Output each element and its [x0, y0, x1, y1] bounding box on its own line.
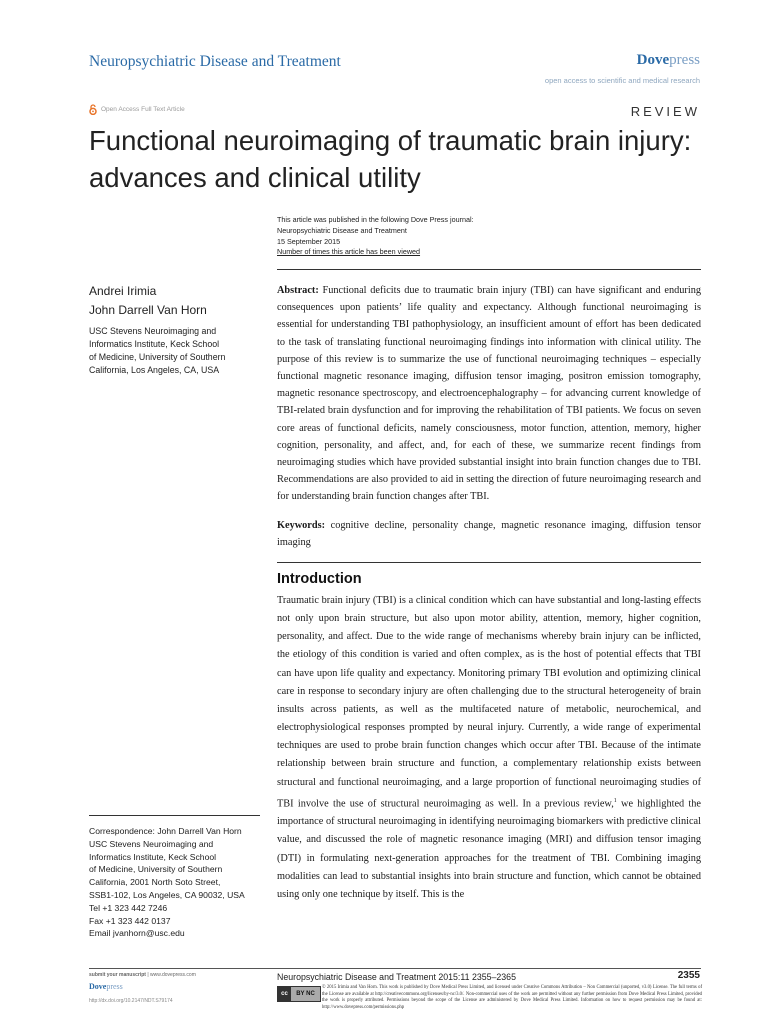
abstract-text: Functional deficits due to traumatic brain injury (TBI) can have significant and enduring consequences upon patients’ life quality and expectancy. Although functional neuroimaging is essential for understanding TBI pathophysiology, an insufficient amount of effort has been dedicated to the task of translating functional neuroimaging findings into information with clinical utility. The purpose of this review is to summarize the use of functional neuroimaging techniques – especially functional magnetic resonance imaging, diffusion tensor imaging, positron emission tomography, magnetic resonance spectroscopy, and electroencephalography – for advancing current knowledge of TBI-related brain dysfunction and for improving the rehabilitation of TBI patients. We focus on seven core areas of functional deficits, namely consciousness, motor function, attention, memory, higher cognition, personality, and affect, and, for each of these, we summarize recent findings from neuroimaging studies which have provided substantial insight into brain function changes due to TBI. Recommendations are also provided to aid in setting the direction of future neuroimaging research and for understanding brain function changes after TBI. — [277, 285, 701, 503]
by-nc-icon: BY NC — [291, 987, 320, 1001]
logo-part1: Dove — [636, 52, 670, 68]
divider-mid — [277, 562, 701, 563]
divider-top — [277, 269, 701, 270]
affiliation-line: USC Stevens Neuroimaging and — [89, 326, 217, 336]
correspondence-line: Informatics Institute, Keck School — [89, 851, 217, 862]
dovepress-logo[interactable] — [637, 52, 700, 69]
open-access-label — [89, 104, 185, 115]
cc-icon: cc — [278, 987, 291, 1001]
abstract — [277, 282, 701, 506]
publication-journal: Neuropsychiatric Disease and Treatment — [277, 225, 407, 235]
correspondence-line: Correspondence: John Darrell Van Horn — [89, 826, 242, 836]
footer-logo-part2: press — [106, 982, 123, 991]
doi-text: http://dx.doi.org/10.2147/NDT.S79174 — [89, 998, 173, 1004]
publication-line-1: This article was published in the following Dove Press journal: — [277, 215, 474, 224]
publication-info — [277, 215, 474, 258]
doi-link[interactable] — [89, 998, 173, 1004]
title-line-1: Functional neuroimaging of traumatic brain injury: — [89, 125, 692, 156]
intro-text-1: Traumatic brain injury (TBI) is a clinical condition which can have substantial and long-lasting effects not only upon brain structure, but also upon motor ability, attention, memory, higher cognition, personality, and affect. Due to the wide range of mechanisms whereby brain injury can be inflicted, the etiology of this condition is varied and often complex, as is the host of potential effects that TBI can have upon life quality and expectancy. Monitoring primary TBI evolution and optimizing clinical care in response to secondary injury are often challenging due to the structural heterogeneity of brain insults across patients, as well as the multifaceted nature of metabolic, neurochemical, and electrophysiological responses prompted by neural injury. Currently, a wide range of experimental techniques are used to probe brain function changes which occur after TBI. Because of the intimate relationship between brain structure and function, a complementary relationship exists between structural and functional neuroimaging, and a large proportion of functional neuroimaging studies of TBI involve the use of structural neuroimaging as well. In a previous review, — [277, 595, 701, 810]
keywords — [277, 517, 701, 551]
footer-divider — [89, 968, 701, 969]
cc-license-badge[interactable] — [277, 986, 321, 1002]
submit-manuscript-link[interactable] — [89, 972, 196, 978]
keywords-text: cognitive decline, personality change, magnetic resonance imaging, diffusion tensor imaging — [277, 520, 701, 549]
article-type: REVIEW — [630, 104, 700, 119]
publication-date: 15 September 2015 — [277, 236, 341, 246]
correspondence-phone: Tel +1 323 442 7246 — [89, 902, 168, 913]
title-line-2: advances and clinical utility — [89, 162, 421, 193]
page-number: 2355 — [677, 970, 700, 981]
article-title — [89, 122, 729, 196]
introduction-body — [277, 592, 701, 904]
correspondence-fax: Fax +1 323 442 0137 — [89, 915, 171, 926]
correspondence-line: SSB1-102, Los Angeles, CA 90032, USA — [89, 889, 245, 900]
correspondence — [89, 825, 274, 940]
publisher-tagline: open access to scientific and medical research — [544, 76, 700, 85]
license-text: © 2015 Irimia and Van Horn. This work is published by Dove Medical Press Limited, and licensed under Creative Commons Attribution – Non Commercial (unported, v3.0) License. The full terms of the License are available at http://creativecommons.org/licenses/by-nc/3.0/. Non-commercial uses of the work are permitted without any further permission from Dove Medical Press Limited, provided the work is properly attributed. Permissions beyond the scope of the License are administered by Dove Medical Press Limited. Information on how to request permission may be found at: http://www.dovepress.com/permissions.php — [322, 985, 702, 1010]
author-2: John Darrell Van Horn — [89, 302, 207, 317]
submit-label: submit your manuscript — [89, 972, 146, 978]
affiliation — [89, 325, 269, 377]
footer-citation: Neuropsychiatric Disease and Treatment 2015:11 2355–2365 — [277, 972, 516, 982]
author-1: Andrei Irimia — [89, 284, 157, 298]
reference-link[interactable]: 1 — [613, 797, 617, 804]
submit-url: | www.dovepress.com — [145, 972, 196, 978]
intro-text-2: we highlighted the importance of structural neuroimaging in identifying neuroimaging biomarkers with predictive clinical value, and discussed the role of magnetic resonance imaging (MRI) and diffusion tensor imaging (DTI) in formulating next-generation approaches for the treatment of TBI. Combining imaging modalities can lead to substantial insights into brain structure and function, which cannot be obtained using only one technique by itself. This is the — [277, 798, 702, 900]
authors — [89, 282, 207, 319]
abstract-label: Abstract: — [277, 285, 319, 296]
correspondence-line: California, 2001 North Soto Street, — [89, 877, 221, 888]
correspondence-line: USC Stevens Neuroimaging and — [89, 838, 214, 849]
divider-correspondence — [89, 815, 260, 816]
logo-part2: press — [669, 52, 700, 68]
footer-logo-part1: Dove — [89, 982, 107, 991]
journal-name[interactable]: Neuropsychiatric Disease and Treatment — [89, 53, 341, 70]
correspondence-line: of Medicine, University of Southern — [89, 864, 223, 875]
open-access-lock-icon — [89, 104, 97, 115]
affiliation-line: California, Los Angeles, CA, USA — [89, 365, 220, 375]
footer-dovepress-logo[interactable] — [89, 982, 123, 991]
affiliation-line: of Medicine, University of Southern — [89, 352, 226, 362]
correspondence-email[interactable]: Email jvanhorn@usc.edu — [89, 928, 185, 939]
affiliation-line: Informatics Institute, Keck School — [89, 339, 220, 349]
views-link[interactable]: Number of times this article has been viewed — [277, 247, 421, 257]
open-access-text: Open Access Full Text Article — [101, 106, 185, 113]
introduction-heading: Introduction — [277, 571, 362, 587]
keywords-label: Keywords: — [277, 520, 326, 531]
